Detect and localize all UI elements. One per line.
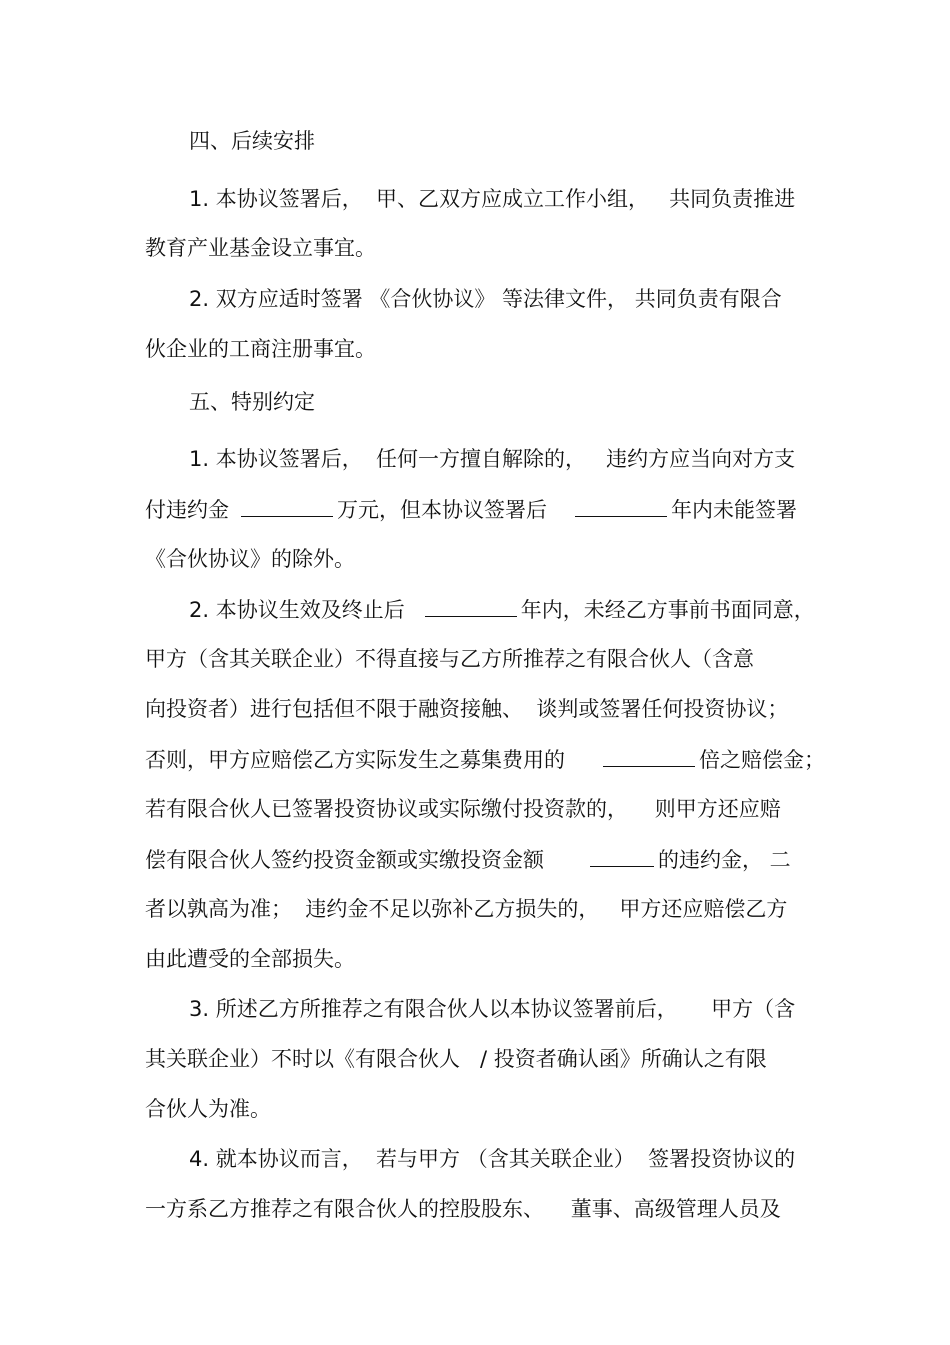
text-segment: 万元，但本协议签署后 xyxy=(337,498,547,522)
paragraph-line: 者以孰高为准； 违约金不足以弥补乙方损失的， 甲方还应赔偿乙方 xyxy=(145,897,788,921)
text-segment: 付违约金 xyxy=(145,498,229,522)
text-segment: 否则，甲方应赔偿乙方实际发生之募集费用的 xyxy=(145,748,565,772)
paragraph-line xyxy=(145,496,797,523)
paragraph-line: 合伙人为准。 xyxy=(145,1097,271,1121)
section-heading: 五、特别约定 xyxy=(189,390,315,414)
paragraph-line: 甲方（含其关联企业）不得直接与乙方所推荐之有限合伙人（含意 xyxy=(145,647,754,671)
paragraph-line: 2. 双方应适时签署 《合伙协议》 等法律文件， 共同负责有限合 xyxy=(189,287,782,311)
text-segment: 偿有限合伙人签约投资金额或实缴投资金额 xyxy=(145,848,544,872)
paragraph-line xyxy=(145,746,825,773)
paragraph-line: 4. 就本协议而言， 若与甲方 （含其关联企业） 签署投资协议的 xyxy=(189,1147,796,1171)
fill-in-blank[interactable] xyxy=(425,596,517,617)
paragraph-line: 向投资者）进行包括但不限于融资接触、 谈判或签署任何投资协议； xyxy=(145,697,789,721)
paragraph-line: 一方系乙方推荐之有限合伙人的控股股东、 董事、高级管理人员及 xyxy=(145,1197,781,1221)
text-segment: 2. 本协议生效及终止后 xyxy=(189,598,405,622)
paragraph-line: 《合伙协议》的除外。 xyxy=(145,547,355,571)
fill-in-blank[interactable] xyxy=(590,846,654,867)
section-heading: 四、后续安排 xyxy=(189,129,315,153)
text-segment: 倍之赔偿金； xyxy=(699,748,825,772)
text-segment: 年内未能签署 xyxy=(671,498,797,522)
fill-in-blank[interactable] xyxy=(603,746,695,767)
paragraph-line: 1. 本协议签署后， 任何一方擅自解除的， 违约方应当向对方支 xyxy=(189,447,796,471)
paragraph-line: 其关联企业）不时以《有限合伙人 / 投资者确认函》所确认之有限 xyxy=(145,1047,767,1071)
paragraph-line: 1. 本协议签署后， 甲、乙双方应成立工作小组， 共同负责推进 xyxy=(189,187,796,211)
paragraph-line xyxy=(189,596,815,623)
text-segment: 的违约金， 二 xyxy=(658,848,791,872)
paragraph-line xyxy=(145,846,791,873)
paragraph-line: 教育产业基金设立事宜。 xyxy=(145,236,376,260)
paragraph-line: 3. 所述乙方所推荐之有限合伙人以本协议签署前后， 甲方（含 xyxy=(189,997,796,1021)
fill-in-blank[interactable] xyxy=(575,496,667,517)
paragraph-line: 由此遭受的全部损失。 xyxy=(145,947,355,971)
paragraph-line: 伙企业的工商注册事宜。 xyxy=(145,337,376,361)
fill-in-blank[interactable] xyxy=(241,496,333,517)
paragraph-line: 若有限合伙人已签署投资协议或实际缴付投资款的， 则甲方还应赔 xyxy=(145,797,781,821)
text-segment: 年内，未经乙方事前书面同意， xyxy=(520,598,815,622)
